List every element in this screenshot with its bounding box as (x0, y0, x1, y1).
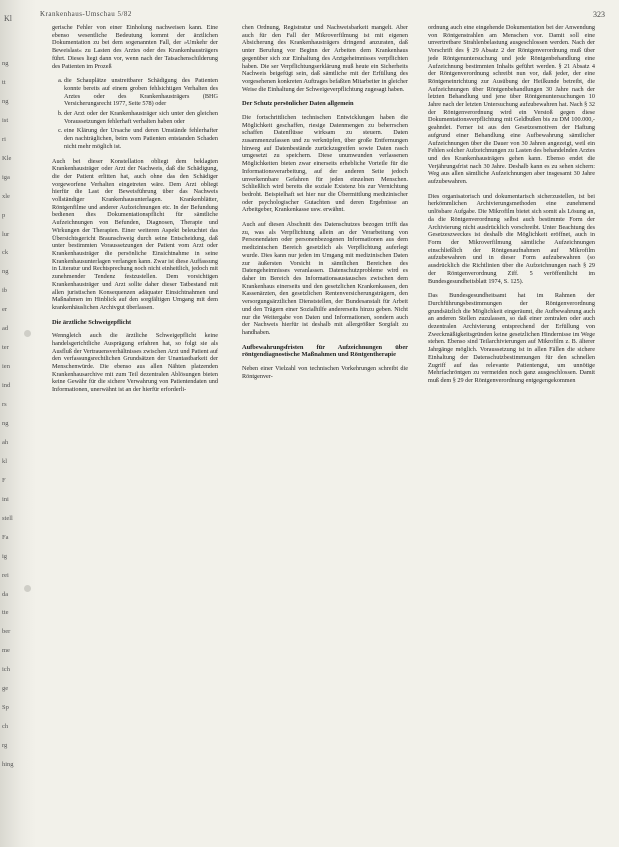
paragraph: ordnung auch eine eingehende Dokumentation bei der Anwendung von Röntgenstrahlen am Menschen vor. Damit soll eine unvertretbare Strahlenbelastung ausgeschlossen werden. Nach der Vorschrift des § 29 Absatz 2 der Röntgenverordnung muß über jede Röntgenuntersuchung und jede Röntgenbehandlung eine Aufzeichnung bestimmten Inhalts geführt werden. § 21 Absatz 4 der Röntgenverordnung schreibt nun vor, daß jeder, der eine Röntgeneinrichtung zur Ausübung der Heilkunde betreibt, die Aufzeichnungen über Röntgenbehandlungen 30 Jahre nach der letzten Behandlung und jene über Röntgenuntersuchungen 10 Jahre nach der letzten Untersuchung aufzubewahren hat. Nach § 32 der Röntgenverordnung wird ein Verstoß gegen diese Dokumentationsverpflichtung mit Geldbußen bis zu DM 100.000,- geahndet. Ferner ist aus den Gesetzesmotiven der Haftung aufgrund einer Behandlung eine Aufbewahrung sämtlicher Aufzeichnungen über die Dauer von 30 Jahren angezeigt, weil ein Fehlen solcher Aufzeichnungen zu Lasten des behandelnden Arztes und des Krankenhausträgers gehen kann. Ebenso endet die Verjährungsfrist nach 30 Jahre. Deshalb kann es zu sehen sichern: Weg aus allen sämtliche Aufzeichnungen aber insgesamt 30 Jahre aufzubewahren. (428, 24, 595, 186)
margin-fragment: ib (2, 287, 8, 295)
margin-fragment: ri (2, 135, 6, 143)
margin-fragment: ini (2, 495, 9, 503)
margin-fragment: ch (2, 723, 9, 731)
corner-fragment: Kl (4, 14, 12, 23)
margin-fragment: Sp (2, 704, 9, 712)
paragraph: gerische Fehler von einer Einholung nachweisen kann. Eine ebenso wesentliche Bedeutung kommt der ärztlichen Dokumentation zu bei dem sogenannten Fall, der »Umkehr der Beweislast« zu Lasten des Arztes oder des Krankenhausträgers führt. Dieses liegt dann vor, wenn nach der Tatsachenschilderung des Patienten im Prozeß (52, 24, 218, 70)
paragraph: Das Bundesgesundheitsamt hat im Rahmen der Durchführungsbestimmungen der Röntgenverordnung grundsätzlich die Möglichkeit eingeräumt, die Aufbewahrung auch an anderen Stellen zuzulassen, so daß einer zentralen oder auch dezentralen Archivierung entsprechend der Erfüllung von Zweckmäßigkeitsgründen keine gesetzlichen Hindernisse im Wege stehen. Ebenso sind Teilarchivierungen auf Mikrofilm z. B. älterer Jahrgänge möglich. Voraussetzung ist in allen Fällen die sichere Einhaltung der Datenschutzbestimmungen für den schnellen Zugriff auf das relevante Patientengut, um unnötige Mehrfachröntgen zu vermeiden noch ganz ausgeschlossen. Damit muß dem § 29 der Röntgenverordnung entgegengekommen (428, 292, 595, 384)
margin-fragment: ien (2, 363, 10, 371)
margin-fragment: tte (2, 609, 9, 617)
margin-fragment: Kle (2, 154, 12, 162)
margin-fragment: da (2, 590, 9, 598)
paragraph: Neben einer Vielzahl von technischen Vorkehrungen schreibt die Röntgenver- (242, 364, 408, 380)
paragraph: Wenngleich auch die ärztliche Schweigepflicht keine handelsgerichtliche Ausprägung erfahren hat, so folgt sie als Ausfluß der Vertrauensverhältnisses zwischen Arzt und Patient auf den verfassungsrechtlichen Grundsätzen der Unantastbarkeit der Menschenwürde. Die ebenso aus allen Nähten platzenden Krankenhausarchive mit zum Teil dezentralen Ablösungen bieten keine Gewähr für die sichere Verwahrung von Patientendaten und Informationen, unerwähnt ist an der hierfür erforderli- (52, 332, 218, 394)
column-2 (242, 24, 408, 387)
margin-fragment: ind (2, 382, 11, 390)
margin-fragment: ge (2, 685, 9, 693)
paragraph: Auch auf diesen Abschnitt des Datenschutzes bezogen trifft das zu, was als Verpflichtung allein an der Verarbeitung von Personendaten oder personenbezogenen Informationen aus dem medizinischen Bereich gesetzlich als Verpflichtung auferlegt wurde. Dies kann nur jeden im Umgang mit medizinischen Daten zur äußersten Vorsicht in sämtlichen Bereichen des Datengeheimnisses veranlassen. Datenschutzprobleme wird es daher im Bereich des Informationsaustausches zwischen dem Krankenhaus einerseits und den gesetzlichen Krankenkassen, den Kassenärzten, den gesetzlichen Rentenversicherungsträgern, den versorgungsärztlichen Dienststellen, der Bundesanstalt für Arbeit und den Trägern einer Sozialhilfe andererseits hinzu geben. Nicht nur die Weitergabe von Daten und Informationen, sondern auch der Nachweis hierfür ist deshalb mit allergrößter Sorgfalt zu handhaben. (242, 221, 408, 336)
margin-fragment: ig (2, 552, 8, 560)
margin-fragment: ich (2, 666, 10, 674)
margin-fragment: p (2, 211, 6, 219)
section-heading: Der Schutz persönlicher Daten allgemein (242, 100, 354, 108)
margin-fragment: stell (2, 514, 13, 522)
margin-fragment: ber (2, 628, 11, 636)
list-item: c. eine Klärung der Ursache und deren Umstände fehlerhafter den nachträglichen, beim vom Patienten entstanden Schaden nicht mehr möglich ist. (64, 127, 218, 150)
margin-fragment: ist (2, 116, 9, 124)
paragraph: chen Ordnung, Registratur und Nachweisbarkeit mangelt. Aber auch für den Fall der Mikroverfilmung ist mit eigenen Absicherung des Krankenhausträgers dringend anzuraten, daß unter Berufung vor Beginn der Arbeiten dem Krankenhaus gegenüber sich zur Einhaltung des Arztgeheimnisses verpflichten haben. Die ser Verpflichtungserklärung muß heute ein Sicherheits Nachweis beigefügt sein, daß sämtliche mit der Erfüllung des vorgesehenen konkreten Auftrages befaßten Mitarbeiter in gleicher Weise die Einhaltung der Schweigeverpflichtung zugesagt haben. (242, 24, 408, 93)
margin-fragment: rei (2, 571, 9, 579)
punch-hole (24, 585, 31, 592)
margin-fragment: er (2, 306, 8, 314)
margin-fragment: rs (2, 401, 7, 409)
item-list (52, 77, 218, 150)
margin-fragment: ck (2, 249, 9, 257)
margin-fragment: iga (2, 173, 10, 181)
journal-title: Krankenhaus-Umschau 5/82 (40, 10, 132, 18)
margin-fragment: ter (2, 344, 9, 352)
punch-hole (24, 330, 31, 337)
page-number: 323 (593, 10, 605, 19)
margin-fragment: xle (2, 192, 10, 200)
margin-fragment: ng (2, 420, 9, 427)
margin-fragment: ad (2, 325, 9, 333)
column-3 (428, 24, 595, 392)
column-1 (52, 24, 218, 401)
paragraph: Die fortschrittlichen technischen Entwicklungen haben die Möglichkeit geschaffen, riesige Datenmengen zu beherrschen schaffen Datenflüsse wirksam zu steuern. Daten zusammenzufassen und zu verknüpfen, über große Entfernungen hinweg auf Datenbestände zurückzugreifen sowie Daten rasch umgesetzt zu speichern. Diese unumwunden verlassenen Möglichkeiten bieten zwar einerseits erhebliche Vorteile für die Informationsverarbeitung, auf der anderen Seite jedoch unverkennbare Gefahren für jeden einzelnen Menschen. Schließlich wird bereits die soziale Existenz bis zur Vernichtung bedroht. Beispielhaft sei hier nur die Übermittlung medizinischer oder psychologischer Gutachten und deren Ergebnisse an Arbeitgeber, Krankenkasse usw. erwähnt. (242, 113, 408, 214)
margin-fragment: tt (2, 78, 6, 86)
margin-fragment: Fa (2, 533, 9, 541)
paragraph: Dies organisatorisch und dokumentarisch sicherzustellen, ist bei herkömmlichen Archivierungsmethoden eine zunehmend unlösbare Aufgabe. Die Mikrofilm bietet sich somit als Lösung an, da die Röntgenverordnung selbst auch bestimmte Form der Archivierung nicht ausdrücklich vorschreibt. Unter Beachtung des Gesetzeszweckes ist deshalb die Möglichkeit eröffnet, auch in Form der Mikroverfilmung sämtliche Aufzeichnungen einschließlich der Röntgenaufnahmen auf Mikrofilm aufzubewahren und in dieser Form aufzubewahren (so ausdrücklich die Richtlinien über die Aufzeichnungen nach § 29 der Röntgenverordnung Ziff. 5 veröffentlicht im Bundesgesundheitsblatt 1974, S. 125). (428, 192, 595, 285)
margin-fragment: lur (2, 230, 10, 238)
running-header (40, 10, 605, 22)
margin-fragment: kl (2, 457, 8, 465)
section-heading: Die ärztliche Schweigepflicht (52, 318, 132, 326)
margin-fragment: ah (2, 438, 9, 446)
margin-fragment: F (2, 476, 6, 484)
section-heading: Aufbewahrungsfristen für Aufzeichnungen über röntgendiagnostische Maßnahmen und Röntgentherapie (242, 343, 408, 359)
margin-fragment: ng (2, 97, 9, 105)
margin-fragment: me (2, 647, 10, 655)
margin-fragment: rg (2, 742, 8, 750)
list-item: a. die Schauplätze unstreitbarer Schädigung des Patienten konnte bereits auf einem groben fehlsichtigen Verhalten des Arztes oder des Krankenhausträgers (BHG Versicherungsrecht 1977, Seite 578) oder (64, 77, 218, 108)
margin-fragment: hing (2, 761, 14, 769)
list-item: b. der Arzt oder der Krankenhausträger sich unter den gleichen Voraussetzungen fehlerhaft verhalten haben oder (64, 110, 218, 125)
margin-fragment: ng (2, 60, 9, 67)
paragraph: Auch bei dieser Konstellation obliegt dem beklagten Krankenhausträger oder Arzt der Nachweis, daß die Schädigung, die der Patient erlitten hat, auch ohne das den Schädiger vorgeworfene Verhalten eingetreten wäre. Dem Arzt obliegt hierfür die Last der Beweisführung über das Nachweis vollständiger Krankenhausunterlagen. Krankenblätter, Röntgenfilme und anderer Aufzeichnungen etc. In der Befundung bedienen dies Dokumentationspflicht für sämtliche Aufzeichnungen von Befunden, Diagnosen, Therapie und Wirkungen der Therapien. Einer weiteren Aspekt beleuchtet das Übersichtsgericht Braunschweig durch seine Entscheidung, daß unter bestimmten Voraussetzungen der Patient vom Arzt oder Krankenhausträger die persönliche Einsichtnahme in seine Krankenhausunterlagen verlangen kann. Zwar ist diese Auffassung in Literatur und Rechtsprechung noch nicht einheitlich, jedoch mit zunehmender Tendenz festzustellen. Dem vorsichtigen Krankenhausträger und Arzt sollte daher dieser Tatbestand mit allen juristischen Konsequenzen adäquater Einsichtnahmen und Maßnahmen im Hinblick auf den sorgfältigen Umgang mit dem krankenhäuslichen Archivgut überlassen. (52, 157, 218, 311)
margin-fragment: ng (2, 268, 9, 276)
